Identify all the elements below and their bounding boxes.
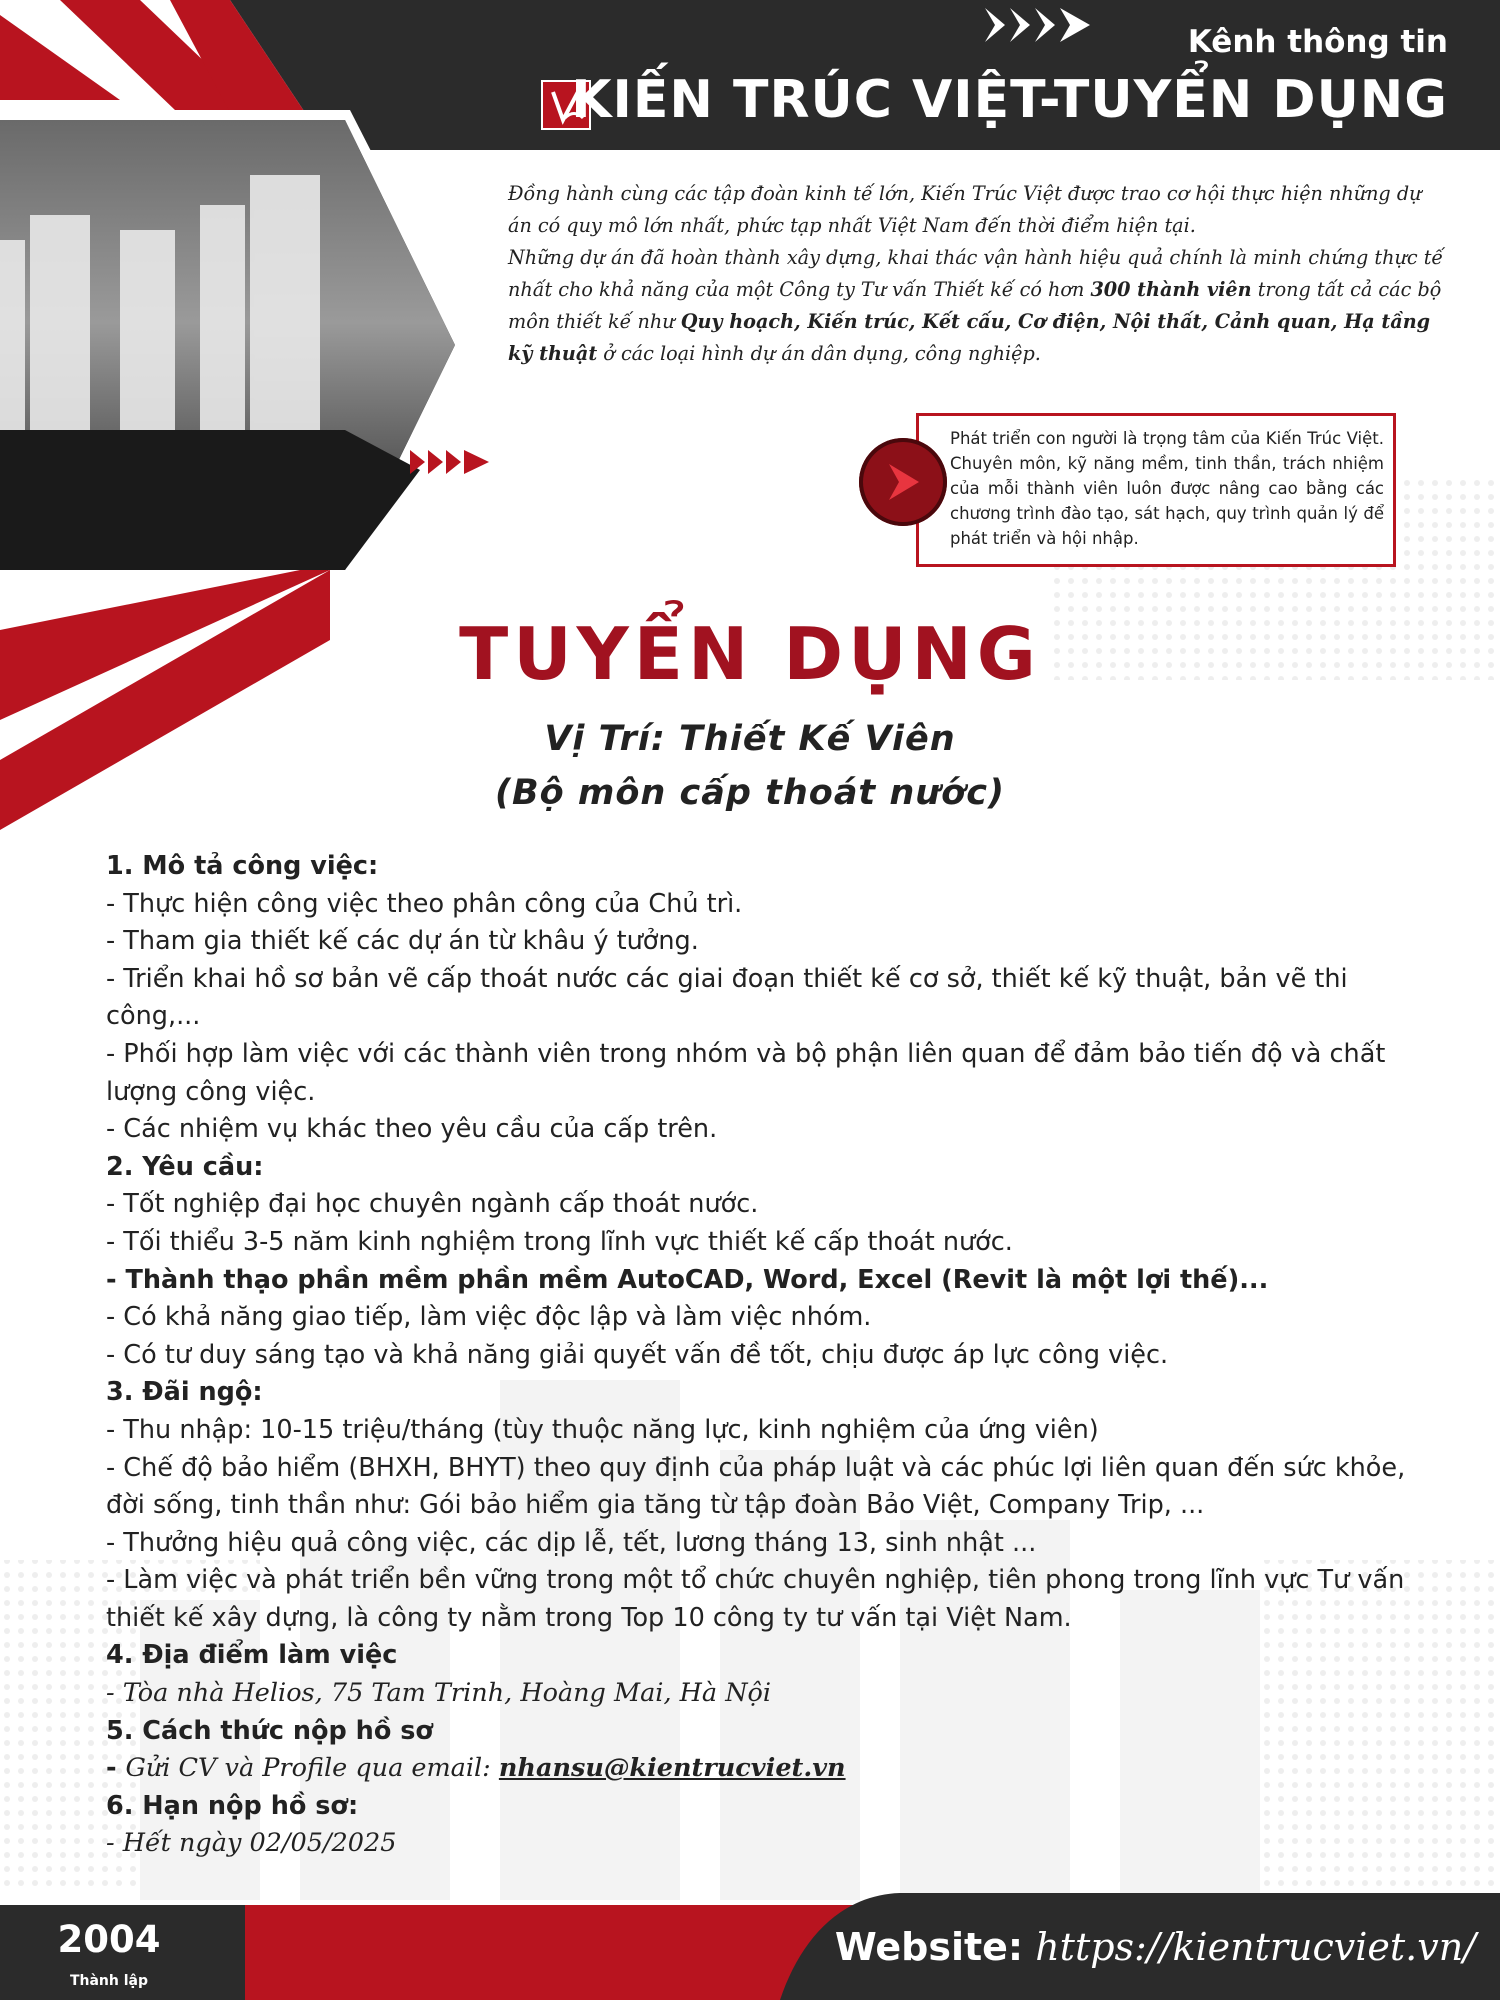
header-title: KIẾN TRÚC VIỆT-TUYỂN DỤNG xyxy=(571,70,1448,130)
intro-p2-disciplines: Quy hoạch, Kiến trúc, Kết cấu, Cơ điện, Nội thất, Cảnh quan, Hạ tầng kỹ thuật xyxy=(508,310,1431,365)
section-3-title: 3. Đãi ngộ: xyxy=(106,1377,263,1408)
application-method xyxy=(106,1750,1406,1788)
play-arrow-icon xyxy=(859,438,947,526)
list-item: - Thưởng hiệu quả công việc, các dịp lễ, tết, lương tháng 13, sinh nhật ... xyxy=(106,1527,1037,1558)
section-5-title: 5. Cách thức nộp hồ sơ xyxy=(106,1715,433,1746)
list-item: - Làm việc và phát triển bền vững trong một tổ chức chuyên nghiệp, tiên phong trong lĩnh vực Tư vấn thiết kế xây dựng, là công ty nằm trong Top 10 công ty tư vấn tại Việt Nam. xyxy=(106,1565,1405,1633)
list-item: - Tối thiểu 3-5 năm kinh nghiệm trong lĩnh vực thiết kế cấp thoát nước. xyxy=(106,1226,1013,1257)
section-6-title: 6. Hạn nộp hồ sơ: xyxy=(106,1790,359,1821)
intro-text xyxy=(508,178,1450,370)
header-subtitle: Kênh thông tin xyxy=(1187,24,1448,60)
list-item-software: - Thành thạo phần mềm phần mềm AutoCAD, Word, Excel (Revit là một lợi thế)... xyxy=(106,1264,1269,1295)
list-item: - Thực hiện công việc theo phân công của Chủ trì. xyxy=(106,888,743,919)
website xyxy=(835,1925,1476,1969)
intro-p2-members: 300 thành viên xyxy=(1090,278,1252,301)
list-item: - Triển khai hồ sơ bản vẽ cấp thoát nước các giai đoạn thiết kế cơ sở, thiết kế kỹ thuật, bản vẽ thi công,... xyxy=(106,963,1348,1032)
callout-text: Phát triển con người là trọng tâm của Kiến Trúc Việt. Chuyên môn, kỹ năng mềm, tinh thần, trách nhiệm của mỗi thành viên luôn được nâng cao bằng các chương trình đào tạo, sát hạch, quy trình quản lý để phát triển và hội nhập. xyxy=(950,429,1384,548)
website-link[interactable]: https://kientrucviet.vn/ xyxy=(1023,1925,1476,1969)
work-location: - Tòa nhà Helios, 75 Tam Trinh, Hoàng Mai, Hà Nội xyxy=(106,1678,772,1709)
intro-paragraph-1: Đồng hành cùng các tập đoàn kinh tế lớn, Kiến Trúc Việt được trao cơ hội thực hiện những dự án có quy mô lớn nhất, phức tạp nhất Việt Nam đến thời điểm hiện tại. xyxy=(508,182,1422,237)
position-title xyxy=(0,712,1500,820)
list-item: - Tham gia thiết kế các dự án từ khâu ý tưởng. xyxy=(106,926,699,957)
founded-year: 2004 xyxy=(57,1918,161,1961)
list-item: - Chế độ bảo hiểm (BHXH, BHYT) theo quy định của pháp luật và các phúc lợi liên quan đến sức khỏe, đời sống, tinh thần như: Gói bảo hiểm gia tăng từ tập đoàn Bảo Việt, Company Trip, ... xyxy=(106,1452,1406,1521)
page-title: TUYỂN DỤNG xyxy=(459,612,1041,696)
list-item: - Có khả năng giao tiếp, làm việc độc lập và làm việc nhóm. xyxy=(106,1302,872,1333)
section-2-title: 2. Yêu cầu: xyxy=(106,1151,264,1182)
founded-label: Thành lập xyxy=(69,1973,149,1989)
dash: - xyxy=(106,1753,126,1784)
intro-p2-c: trong tất cả các bộ môn thiết kế như xyxy=(508,278,1442,333)
intro-paragraph-2 xyxy=(508,242,1450,370)
list-item: - Các nhiệm vụ khác theo yêu cầu của cấp trên. xyxy=(106,1114,718,1145)
job-details xyxy=(106,848,1406,1863)
deadline: - Hết ngày 02/05/2025 xyxy=(106,1828,397,1859)
website-label: Website: xyxy=(834,1925,1024,1969)
intro-p2-a: Những dự án đã hoàn thành xây dựng, khai thác vận hành hiệu quả chính là minh chứng thực tế nhất cho khả năng của một Công ty Tư vấn Thiết kế có hơn xyxy=(508,246,1444,301)
list-item: - Có tư duy sáng tạo và khả năng giải quyết vấn đề tốt, chịu được áp lực công việc. xyxy=(106,1339,1169,1370)
callout-badge xyxy=(859,438,947,526)
department-name: (Bộ môn cấp thoát nước) xyxy=(495,773,1005,813)
position-name: Vị Trí: Thiết Kế Viên xyxy=(544,719,956,759)
application-text: Gửi CV và Profile qua email: xyxy=(125,1753,499,1784)
list-item: - Thu nhập: 10-15 triệu/tháng (tùy thuộc năng lực, kinh nghiệm của ứng viên) xyxy=(106,1414,1099,1445)
email-link[interactable]: nhansu@kientrucviet.vn xyxy=(498,1753,846,1784)
intro-p2-e: ở các loại hình dự án dân dụng, công nghiệp. xyxy=(597,342,1041,365)
section-4-title: 4. Địa điểm làm việc xyxy=(106,1640,398,1671)
section-1-title: 1. Mô tả công việc: xyxy=(106,851,379,881)
list-item: - Phối hợp làm việc với các thành viên trong nhóm và bộ phận liên quan để đảm bảo tiến độ và chất lượng công việc. xyxy=(106,1038,1386,1107)
list-item: - Tốt nghiệp đại học chuyên ngành cấp thoát nước. xyxy=(106,1189,759,1220)
